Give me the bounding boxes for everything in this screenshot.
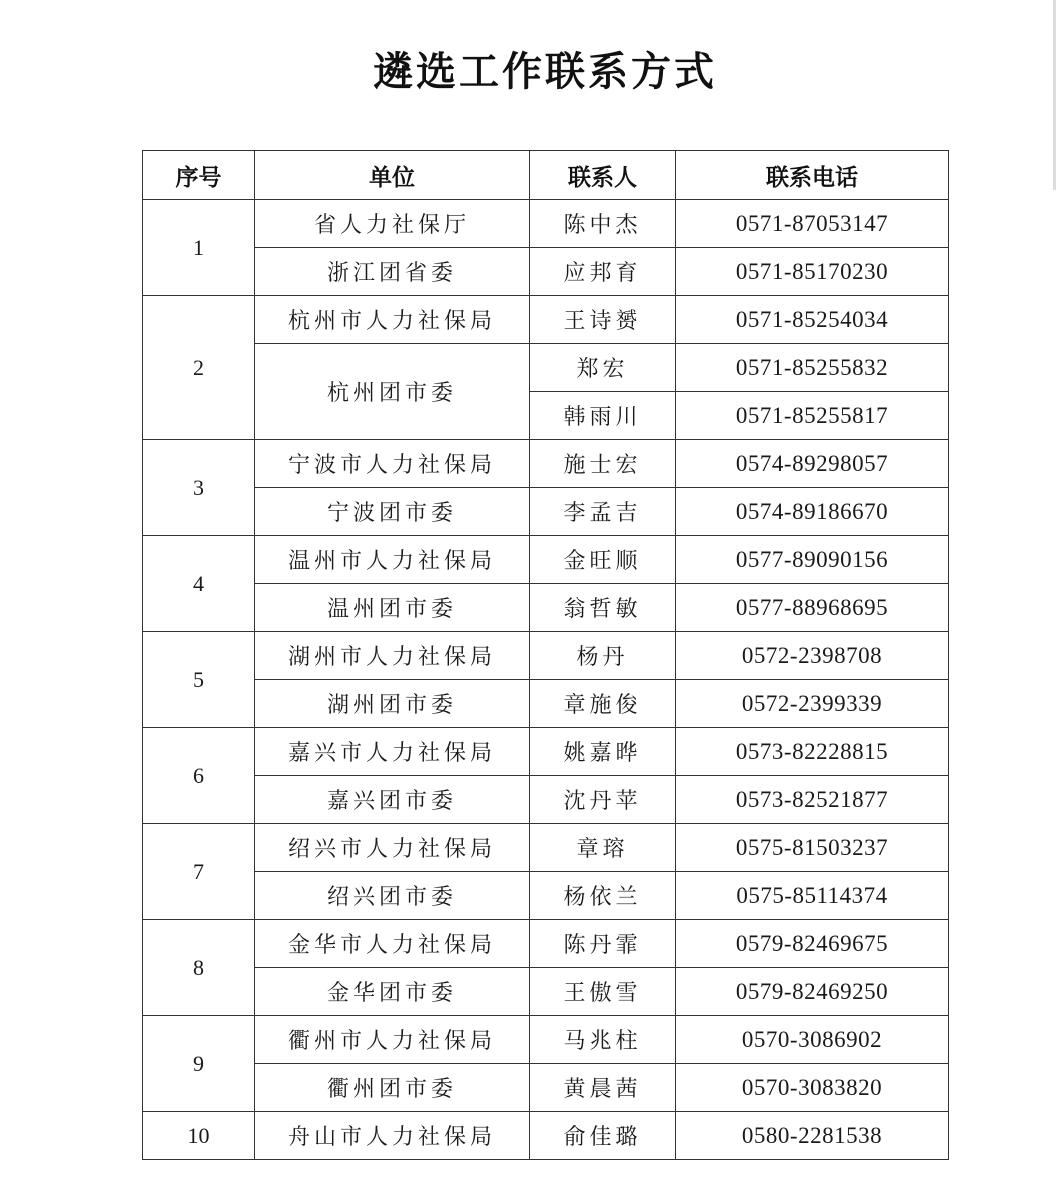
contact-person-cell: 金旺顺 [530, 536, 676, 584]
contact-person-cell: 施士宏 [530, 440, 676, 488]
contact-person-cell: 陈丹霏 [530, 920, 676, 968]
phone-cell: 0579-82469675 [676, 920, 949, 968]
unit-cell: 嘉兴团市委 [255, 776, 530, 824]
phone-cell: 0575-85114374 [676, 872, 949, 920]
table-row [143, 920, 949, 968]
seq-cell: 3 [143, 440, 255, 536]
contact-person-cell: 杨依兰 [530, 872, 676, 920]
unit-cell: 温州团市委 [255, 584, 530, 632]
contact-person-cell: 王诗赟 [530, 296, 676, 344]
table-row [143, 440, 949, 488]
phone-cell: 0572-2399339 [676, 680, 949, 728]
phone-cell: 0570-3086902 [676, 1016, 949, 1064]
table-row [143, 344, 949, 392]
phone-cell: 0577-89090156 [676, 536, 949, 584]
phone-cell: 0573-82228815 [676, 728, 949, 776]
unit-cell: 湖州市人力社保局 [255, 632, 530, 680]
header-unit: 单位 [255, 151, 530, 200]
unit-cell: 舟山市人力社保局 [255, 1112, 530, 1160]
unit-cell: 杭州市人力社保局 [255, 296, 530, 344]
seq-cell: 7 [143, 824, 255, 920]
unit-cell: 衢州市人力社保局 [255, 1016, 530, 1064]
unit-cell: 金华市人力社保局 [255, 920, 530, 968]
unit-cell: 绍兴团市委 [255, 872, 530, 920]
seq-cell: 6 [143, 728, 255, 824]
unit-cell: 宁波市人力社保局 [255, 440, 530, 488]
contact-person-cell: 李孟吉 [530, 488, 676, 536]
phone-cell: 0571-85255817 [676, 392, 949, 440]
table-row [143, 1016, 949, 1064]
seq-cell: 8 [143, 920, 255, 1016]
phone-cell: 0580-2281538 [676, 1112, 949, 1160]
header-person: 联系人 [530, 151, 676, 200]
phone-cell: 0571-85170230 [676, 248, 949, 296]
page-title: 遴选工作联系方式 [373, 49, 717, 95]
table-row [143, 200, 949, 248]
contact-person-cell: 郑宏 [530, 344, 676, 392]
table-row [143, 296, 949, 344]
contact-person-cell: 陈中杰 [530, 200, 676, 248]
table-header-row [143, 151, 949, 200]
phone-cell: 0570-3083820 [676, 1064, 949, 1112]
seq-cell: 10 [143, 1112, 255, 1160]
phone-cell: 0574-89298057 [676, 440, 949, 488]
contact-person-cell: 章瑢 [530, 824, 676, 872]
seq-cell: 9 [143, 1016, 255, 1112]
table-row [143, 632, 949, 680]
table-row [143, 248, 949, 296]
unit-cell: 浙江团省委 [255, 248, 530, 296]
table-row [143, 1064, 949, 1112]
unit-cell: 省人力社保厅 [255, 200, 530, 248]
phone-cell: 0575-81503237 [676, 824, 949, 872]
phone-cell: 0573-82521877 [676, 776, 949, 824]
table-row [143, 536, 949, 584]
unit-cell: 嘉兴市人力社保局 [255, 728, 530, 776]
unit-cell: 金华团市委 [255, 968, 530, 1016]
seq-cell: 1 [143, 200, 255, 296]
table-row [143, 488, 949, 536]
contact-person-cell: 韩雨川 [530, 392, 676, 440]
contact-person-cell: 翁哲敏 [530, 584, 676, 632]
phone-cell: 0579-82469250 [676, 968, 949, 1016]
unit-cell: 温州市人力社保局 [255, 536, 530, 584]
contact-person-cell: 应邦育 [530, 248, 676, 296]
table-row [143, 872, 949, 920]
unit-cell: 绍兴市人力社保局 [255, 824, 530, 872]
unit-cell: 湖州团市委 [255, 680, 530, 728]
header-phone: 联系电话 [676, 151, 949, 200]
table-row [143, 680, 949, 728]
seq-cell: 2 [143, 296, 255, 440]
unit-cell: 宁波团市委 [255, 488, 530, 536]
unit-cell: 杭州团市委 [255, 344, 530, 440]
contact-person-cell: 俞佳璐 [530, 1112, 676, 1160]
phone-cell: 0571-87053147 [676, 200, 949, 248]
contact-person-cell: 黄晨茜 [530, 1064, 676, 1112]
phone-cell: 0577-88968695 [676, 584, 949, 632]
unit-cell: 衢州团市委 [255, 1064, 530, 1112]
table-row [143, 584, 949, 632]
contact-person-cell: 杨丹 [530, 632, 676, 680]
contact-table [142, 150, 949, 1160]
table-row [143, 776, 949, 824]
header-seq: 序号 [143, 151, 255, 200]
seq-cell: 5 [143, 632, 255, 728]
contact-person-cell: 王傲雪 [530, 968, 676, 1016]
phone-cell: 0571-85255832 [676, 344, 949, 392]
table-body [143, 200, 949, 1160]
seq-cell: 4 [143, 536, 255, 632]
table-row [143, 968, 949, 1016]
phone-cell: 0572-2398708 [676, 632, 949, 680]
table-row [143, 1112, 949, 1160]
contact-person-cell: 章施俊 [530, 680, 676, 728]
contact-person-cell: 姚嘉晔 [530, 728, 676, 776]
contact-person-cell: 沈丹苹 [530, 776, 676, 824]
phone-cell: 0571-85254034 [676, 296, 949, 344]
table-row [143, 824, 949, 872]
contact-person-cell: 马兆柱 [530, 1016, 676, 1064]
table-row [143, 728, 949, 776]
phone-cell: 0574-89186670 [676, 488, 949, 536]
